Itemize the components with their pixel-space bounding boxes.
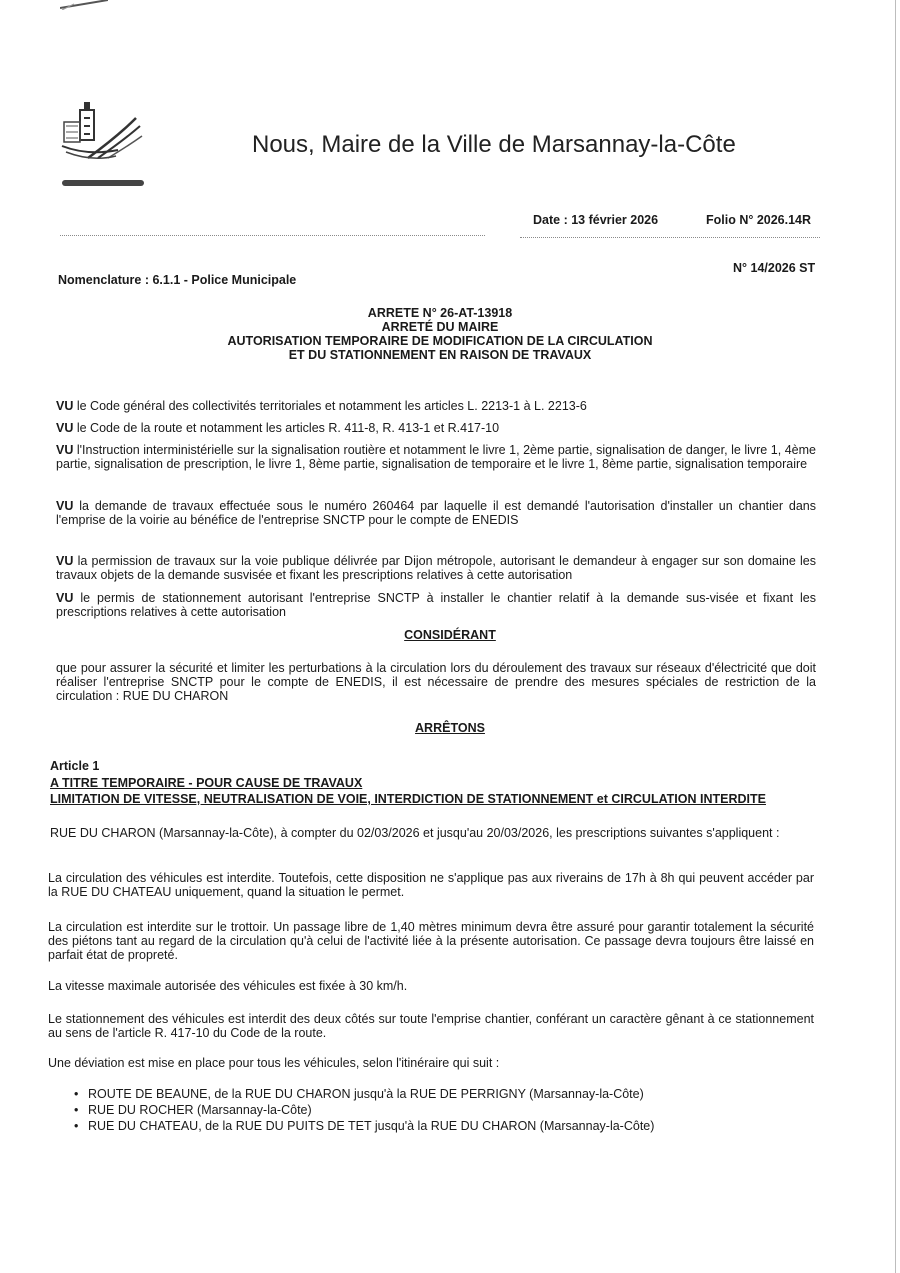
considerant-text: que pour assurer la sécurité et limiter les perturbations à la circulation lors du déroulement des travaux sur réseaux d'électricité que doit réaliser l'entreprise SNCTP pour le compte de ENEDIS, il est nécessaire de prendre des mesures spéciales de restriction de la circulation : RUE DU CHARON: [56, 661, 816, 703]
vu-item: VU le Code général des collectivités territoriales et notamment les articles L. 2213-1 à L. 2213-6: [56, 399, 587, 413]
article-subtitle-1: A TITRE TEMPORAIRE - POUR CAUSE DE TRAVAUX: [50, 776, 363, 790]
city-logo: [58, 96, 144, 192]
vu-item: VU la demande de travaux effectuée sous le numéro 260464 par laquelle il est demandé l'autorisation d'installer un chantier dans l'emprise de la voirie au bénéfice de l'entreprise SNCTP pour le compte de ENEDIS: [56, 499, 816, 527]
article-paragraph: Une déviation est mise en place pour tous les véhicules, selon l'itinéraire qui suit :: [48, 1056, 500, 1070]
article-paragraph: La vitesse maximale autorisée des véhicules est fixée à 30 km/h.: [48, 979, 408, 993]
dotted-rule-left: [60, 235, 485, 236]
arretons-heading: ARRÊTONS: [415, 721, 485, 735]
document-date: Date : 13 février 2026: [533, 213, 659, 227]
nomenclature: Nomenclature : 6.1.1 - Police Municipale: [58, 273, 297, 287]
vu-item: VU le permis de stationnement autorisant l'entreprise SNCTP à installer le chantier relatif à la demande sus-visée et fixant les prescriptions relatives à cette autorisation: [56, 591, 816, 619]
article-intro: RUE DU CHARON (Marsannay-la-Côte), à compter du 02/03/2026 et jusqu'au 20/03/2026, les prescriptions suivantes s'appliquent :: [50, 826, 780, 840]
list-item: • RUE DU ROCHER (Marsannay-la-Côte): [72, 1102, 792, 1118]
article-paragraph: La circulation des véhicules est interdite. Toutefois, cette disposition ne s'applique pas aux riverains de 17h à 8h qui peuvent accéder par la RUE DU CHATEAU uniquement, quand la situation le permet.: [48, 871, 814, 899]
mayor-title: Nous, Maire de la Ville de Marsannay-la-Côte: [252, 131, 736, 158]
arrete-subject-1: AUTORISATION TEMPORAIRE DE MODIFICATION DE LA CIRCULATION: [227, 334, 653, 348]
folio-number: Folio N° 2026.14R: [706, 213, 812, 227]
dotted-rule-right: [520, 237, 820, 238]
article-title: Article 1: [50, 759, 100, 773]
arrete-reference: N° 14/2026 ST: [733, 261, 816, 275]
deviation-list: [72, 1086, 792, 1134]
vu-item: VU le Code de la route et notamment les articles R. 411-8, R. 413-1 et R.417-10: [56, 421, 500, 435]
arrete-heading: [180, 306, 700, 362]
arrete-subject-2: ET DU STATIONNEMENT EN RAISON DE TRAVAUX: [288, 348, 592, 362]
vu-item: VU la permission de travaux sur la voie publique délivrée par Dijon métropole, autorisant le demandeur à engager sur son domaine les travaux objets de la demande susvisée et fixant les prescriptions relatives à cette autorisation: [56, 554, 816, 582]
list-item: • ROUTE DE BEAUNE, de la RUE DU CHARON jusqu'à la RUE DE PERRIGNY (Marsannay-la-Côte): [72, 1086, 792, 1102]
vu-item: VU l'Instruction interministérielle sur la signalisation routière et notamment le livre 1, 2ème partie, signalisation de danger, le livre 1, 4ème partie, signalisation de prescription, le livre 1, 8ème partie, signalisation de temporaire et le livre 1, 8ème partie, signalisation temporaire: [56, 443, 816, 471]
article-paragraph: La circulation est interdite sur le trottoir. Un passage libre de 1,40 mètres minimum devra être assuré pour garantir totalement la sécurité des piétons tant au regard de la circulation qu'à celui de l'activité liée à la présente autorisation. Ce passage devra toujours être laissé en parfait état de propreté.: [48, 920, 814, 962]
article-subtitle-2: LIMITATION DE VITESSE, NEUTRALISATION DE VOIE, INTERDICTION DE STATIONNEMENT et CIRCULATION INTERDITE: [50, 792, 766, 806]
arrete-number: ARRETE N° 26-AT-13918: [367, 306, 513, 320]
arrete-type: ARRETÉ DU MAIRE: [381, 320, 499, 334]
considerant-heading: CONSIDÉRANT: [404, 628, 496, 642]
scan-corner-mark: [60, 0, 108, 10]
article-paragraph: Le stationnement des véhicules est interdit des deux côtés sur toute l'emprise chantier, conférant un caractère gênant à ce stationnement au sens de l'article R. 417-10 du Code de la route.: [48, 1012, 814, 1040]
list-item: • RUE DU CHATEAU, de la RUE DU PUITS DE TET jusqu'à la RUE DU CHARON (Marsannay-la-Côte): [72, 1118, 792, 1134]
